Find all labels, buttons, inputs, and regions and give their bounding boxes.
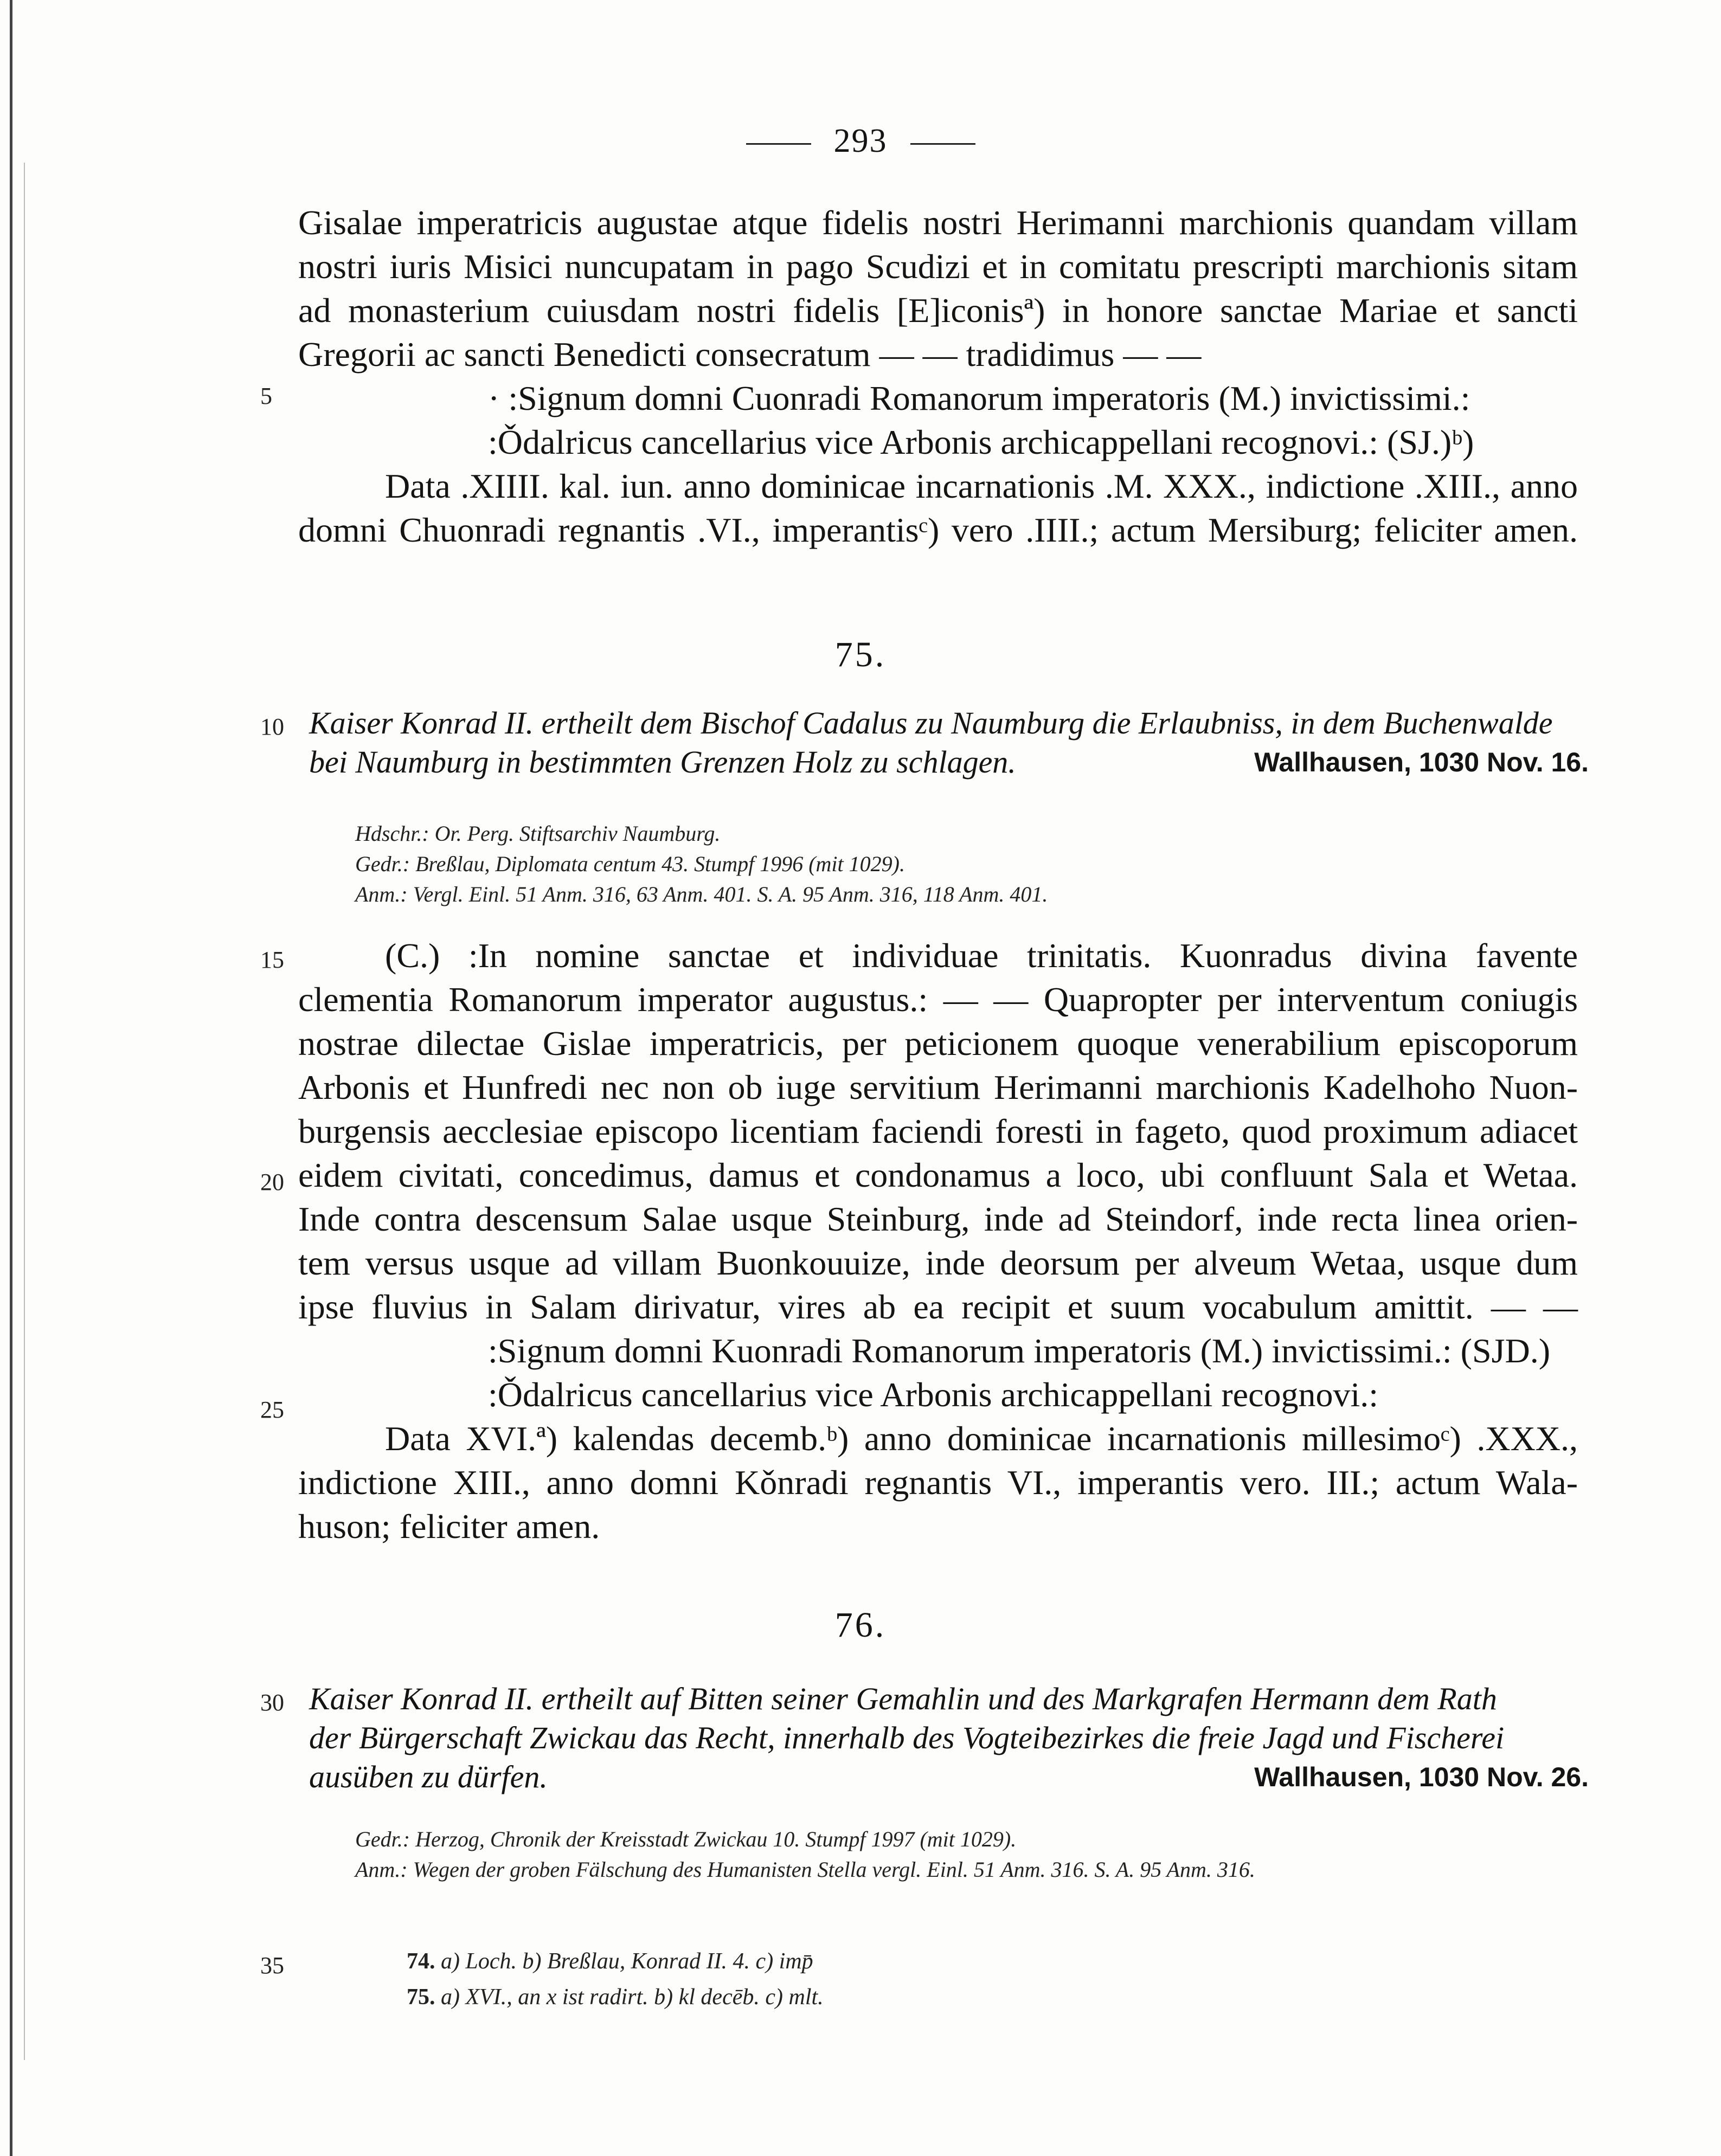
text-line: eidem civitati, concedimus, damus et condonamus a loco, ubi confluunt Sala et Wetaa.	[298, 1156, 1578, 1194]
regest-last-line	[309, 1758, 1589, 1797]
apparatus-line: Gedr.: Herzog, Chronik der Kreisstadt Zwickau 10. Stumpf 1997 (mit 1029).	[355, 1827, 1017, 1851]
page-number-value: 293	[833, 123, 888, 159]
text-line: clementia Romanorum imperator augustus.: — — Quapropter per interventum coniugis	[298, 980, 1578, 1019]
regest-75	[309, 704, 1589, 782]
line-number: 30	[260, 1689, 284, 1716]
text-line: Gisalae imperatricis augustae atque fidelis nostri Herimanni marchionis quandam villam	[298, 203, 1578, 242]
document-number-75: 75.	[834, 635, 887, 674]
line-number: 25	[260, 1396, 284, 1423]
text-line: Gregorii ac sancti Benedicti consecratum — — tradidimus — —	[298, 335, 1202, 374]
place-date: Wallhausen, 1030 Nov. 16.	[1254, 747, 1589, 777]
document-number-76: 76.	[834, 1605, 887, 1645]
line-number: 10	[260, 713, 284, 740]
apparatus-line: Hdschr.: Or. Perg. Stiftsarchiv Naumburg.	[355, 821, 721, 846]
page-number-dash-right	[910, 143, 975, 145]
date-line: domni Chuonradi regnantis .VI., imperantisᶜ) vero .IIII.; actum Mersiburg; feliciter amen.	[298, 511, 1578, 549]
text-line: Inde contra descensum Salae usque Steinburg, inde ad Steindorf, inde recta linea orien-	[298, 1200, 1578, 1238]
document-text-75	[298, 934, 1578, 1548]
line-number: 15	[260, 947, 284, 973]
line-number: 5	[260, 383, 272, 409]
date-line: indictione XIII., anno domni Kǒnradi regnantis VI., imperantis vero. III.; actum Wala-	[298, 1463, 1578, 1502]
regest-line: bei Naumburg in bestimmten Grenzen Holz zu schlagen.	[309, 744, 1016, 780]
text-line: (C.) :In nomine sanctae et individuae trinitatis. Kuonradus divina favente	[385, 936, 1578, 975]
regest-line: Kaiser Konrad II. ertheilt dem Bischof Cadalus zu Naumburg die Erlaubniss, in dem Buchenwalde	[309, 705, 1553, 741]
line-number: 20	[260, 1169, 284, 1195]
regest-line: der Bürgerschaft Zwickau das Recht, innerhalb des Vogteibezirkes die freie Jagd und Fischerei	[309, 1720, 1505, 1755]
signum-line: :Signum domni Kuonradi Romanorum imperatoris (M.) invictissimi.: (SJD.)	[488, 1331, 1550, 1370]
regest-line: ausüben zu dürfen.	[309, 1759, 548, 1794]
apparatus-line: Gedr.: Breßlau, Diplomata centum 43. Stumpf 1996 (mit 1029).	[355, 852, 905, 876]
regest-line: Kaiser Konrad II. ertheilt auf Bitten seiner Gemahlin und des Markgrafen Hermann dem Rath	[309, 1681, 1497, 1716]
preamble-text	[298, 201, 1578, 552]
footnote-label: 75.	[407, 1985, 435, 2010]
footnote-74	[407, 1943, 824, 1979]
footnote-label: 74.	[407, 1949, 435, 1974]
footnote-text: a) Loch. b) Breßlau, Konrad II. 4. c) imp̄	[441, 1949, 813, 1974]
page-number	[0, 122, 1721, 160]
text-line: Arbonis et Hunfredi nec non ob iuge servitium Herimanni marchionis Kadelhoho Nuon-	[298, 1068, 1578, 1106]
footnotes	[407, 1943, 824, 2015]
scan-edge-shadow	[24, 163, 25, 2060]
text-line: nostrae dilectae Gislae imperatricis, per peticionem quoque venerabilium episcoporum	[298, 1024, 1578, 1063]
apparatus-line: Anm.: Vergl. Einl. 51 Anm. 316, 63 Anm. 401. S. A. 95 Anm. 316, 118 Anm. 401.	[355, 882, 1048, 906]
regest-76	[309, 1679, 1589, 1797]
apparatus-76	[355, 1824, 1255, 1885]
footnote-75	[407, 1979, 824, 2015]
footnote-text: a) XVI., an x ist radirt. b) kl decēb. c) mlt.	[441, 1985, 824, 2010]
text-line: burgensis aecclesiae episcopo licentiam faciendi foresti in fageto, quod proximum adiacet	[298, 1112, 1578, 1150]
text-line: ipse fluvius in Salam dirivatur, vires ab ea recipit et suum vocabulum amittit. — —	[298, 1288, 1578, 1326]
date-line: Data XVI.ª) kalendas decemb.ᵇ) anno dominicae incarnationis millesimoᶜ) .XXX.,	[385, 1419, 1578, 1458]
scan-edge	[10, 0, 12, 2156]
line-number: 35	[260, 1952, 284, 1979]
apparatus-75	[355, 819, 1048, 910]
signum-line: · :Signum domni Cuonradi Romanorum imperatoris (M.) invictissimi.:	[488, 379, 1470, 417]
page-number-dash-left	[746, 143, 811, 145]
place-date: Wallhausen, 1030 Nov. 26.	[1254, 1762, 1589, 1792]
recognition-line: :Ǒdalricus cancellarius vice Arbonis archicappellani recognovi.:	[488, 1375, 1379, 1414]
text-line: tem versus usque ad villam Buonkouuize, inde deorsum per alveum Wetaa, usque dum	[298, 1244, 1578, 1282]
date-line: huson; feliciter amen.	[298, 1507, 600, 1546]
text-line: nostri iuris Misici nuncupatam in pago Scudizi et in comitatu prescripti marchionis sitam	[298, 247, 1578, 286]
regest-last-line	[309, 743, 1589, 782]
apparatus-line: Anm.: Wegen der groben Fälschung des Humanisten Stella vergl. Einl. 51 Anm. 316. S. A. 95 Anm. 316.	[355, 1857, 1255, 1882]
date-line: Data .XIIII. kal. iun. anno dominicae incarnationis .M. XXX., indictione .XIII., anno	[385, 467, 1578, 505]
text-line: ad monasterium cuiusdam nostri fidelis [E]iconisª) in honore sanctae Mariae et sancti	[298, 291, 1578, 330]
recognition-line: :Ǒdalricus cancellarius vice Arbonis archicappellani recognovi.: (SJ.)ᵇ)	[488, 423, 1474, 461]
